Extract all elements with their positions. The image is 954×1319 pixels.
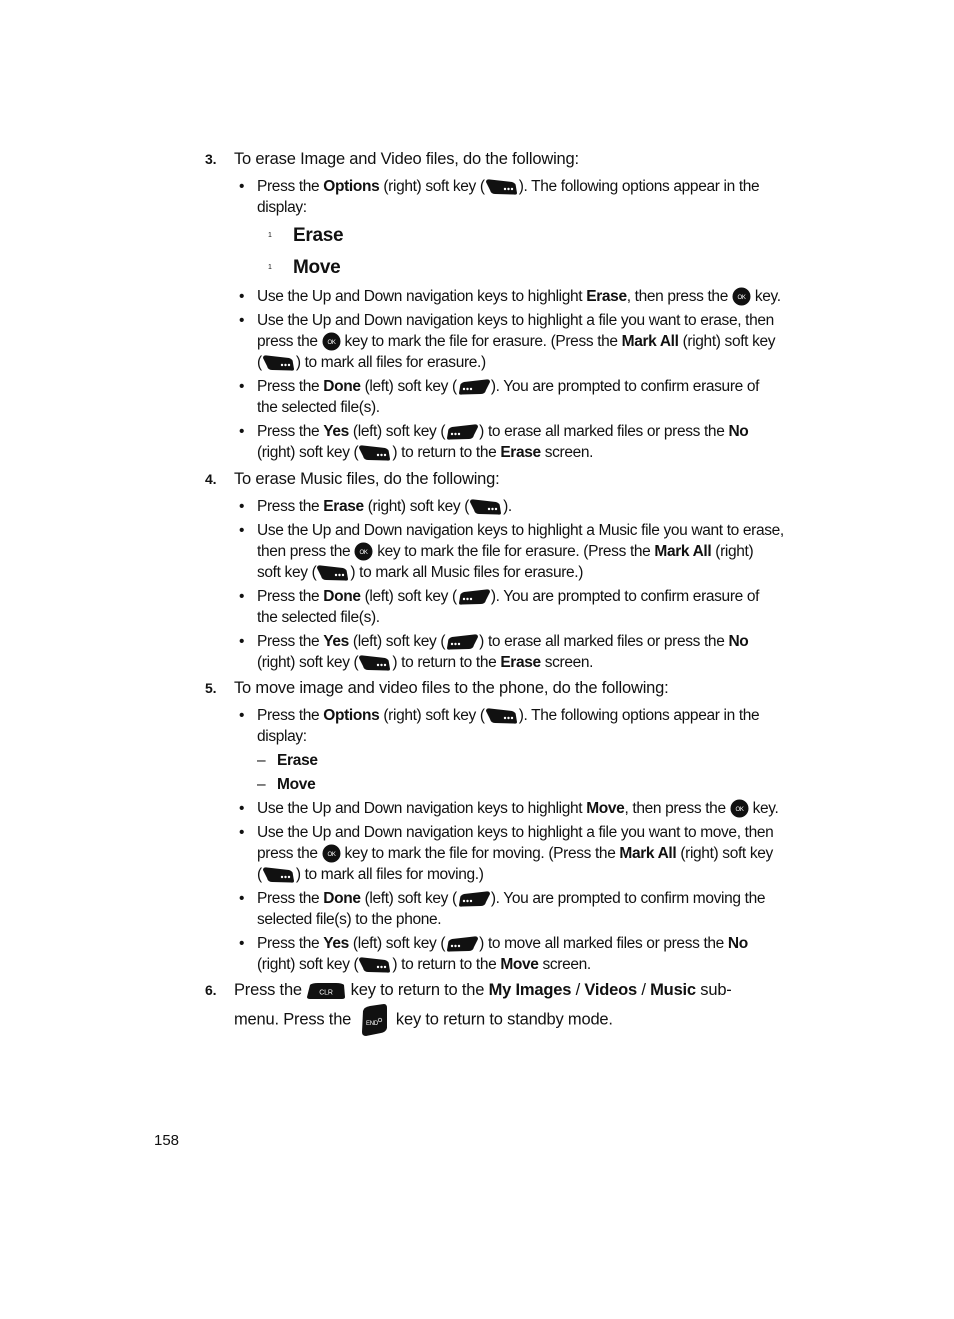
right-softkey-icon — [358, 654, 392, 672]
clr-key-icon — [306, 982, 346, 1000]
right-softkey-icon — [485, 178, 519, 196]
step-number: 3. — [205, 151, 217, 167]
bullet-text: Use the Up and Down navigation keys to highlight a file you want to move, then press the key to mark the file for moving. (Press the Mark All (right) soft key ( ) to mark all files for moving.) — [257, 824, 774, 883]
bullet-text: Use the Up and Down navigation keys to highlight a file you want to erase, then press the key to mark the file for erasure. (Press the Mark All (right) soft key ( ) to mark all files for erasure.) — [257, 312, 776, 371]
right-softkey-icon — [469, 498, 503, 516]
step-text: To erase Music files, do the following: — [234, 470, 500, 488]
option-erase: 1 Erase — [268, 225, 344, 247]
ok-key-icon — [732, 287, 751, 306]
right-softkey-icon — [358, 956, 392, 974]
bullet-text: Use the Up and Down navigation keys to highlight Erase, then press the key. — [257, 288, 781, 305]
bullet-text: Use the Up and Down navigation keys to highlight Move, then press the key. — [257, 800, 779, 817]
bullet-mark: • — [239, 178, 245, 195]
left-softkey-icon — [445, 423, 479, 441]
left-softkey-icon — [445, 935, 479, 953]
bullet-text: Press the Yes (left) soft key ( ) to erase all marked files or press the No (right) soft key ( ) to return to the Erase screen. — [257, 423, 749, 461]
option-move: 1 Move — [268, 257, 341, 279]
left-softkey-icon — [445, 633, 479, 651]
ok-key-icon — [322, 844, 341, 863]
right-softkey-icon — [316, 564, 350, 582]
bullet-text: Press the Erase (right) soft key ( ). — [257, 498, 512, 515]
right-softkey-icon — [262, 866, 296, 884]
bullet-text: Press the Options (right) soft key ( ). The following options appear in the display: — [257, 707, 760, 745]
ok-key-icon — [322, 332, 341, 351]
right-softkey-icon — [485, 707, 519, 725]
step-text: To move image and video files to the phone, do the following: — [234, 679, 669, 697]
page-number: 158 — [154, 1132, 180, 1149]
step-number: 4. — [205, 471, 217, 487]
bullet-text: Press the Yes (left) soft key ( ) to erase all marked files or press the No (right) soft key ( ) to return to the Erase screen. — [257, 633, 749, 671]
ok-key-icon — [730, 799, 749, 818]
bullet-text: Press the Options (right) soft key ( ). The following options appear in the display: — [257, 178, 760, 216]
step-6 — [205, 978, 775, 1048]
bullet-text: Use the Up and Down navigation keys to highlight a Music file you want to erase, then press the key to mark the file for erasure. (Press the Mark All (right) soft key ( ) to mark all Music files for erasure.) — [257, 522, 784, 581]
option-move: – Move — [257, 776, 316, 793]
right-softkey-icon — [262, 354, 296, 372]
left-softkey-icon — [457, 588, 491, 606]
bullet-text: Press the Done (left) soft key ( ). You are prompted to confirm erasure of the selected file(s). — [257, 378, 760, 416]
bullet-text: Press the Done (left) soft key ( ). You are prompted to confirm erasure of the selected file(s). — [257, 588, 760, 626]
bullet-text: Press the Done (left) soft key ( ). You are prompted to confirm moving the selected file(s) to the phone. — [257, 890, 766, 928]
bullet-text: Press the Yes (left) soft key ( ) to move all marked files or press the No (right) soft key ( ) to return to the Move screen. — [257, 935, 748, 973]
step-number: 6. — [205, 982, 217, 998]
left-softkey-icon — [457, 378, 491, 396]
option-erase: – Erase — [257, 752, 318, 769]
step-number: 5. — [205, 680, 217, 696]
ok-key-icon — [354, 542, 373, 561]
end-key-icon — [360, 1003, 388, 1037]
manual-page: 3. To erase Image and Video files, do the following: • Press the Options (right) soft key ( ). The following options appear in the display: 1 Erase 1 Move • Use the Up and Down navigation keys to highlight Erase, then press the key. • Use the Up and Down navigation keys to highlight a file you want to erase, then press the key to mark the file for erasure. (Press the Mark All (right) soft key ( ) to mark all files for erasure.) • Press the Done (left) soft key ( ). You are prompted to confirm erasure of the selected file(s). • Press the Yes (left) soft key ( ) to erase all marked files or press the No (right) soft key ( ) to return to the Erase screen. 4. To erase Music files, do the following: • Press the Erase (right) soft key ( ). • Use the Up and Down navigation keys to highlight a Music file you want to erase, then press the key to mark the file for erasure. (Press the Mark All (right) soft key ( ) to mark all Music files for erasure.) • Press the Done (left) soft key ( ). You are prompted to confirm erasure of the selected file(s). • Press the Yes (left) soft key ( ) to erase all marked files or press the No (right) soft key ( ) to return to the Erase screen. 5. To move image and video files to the phone, do the following: • Press the Options (right) soft key ( ). The following options appear in the display: – Erase – Move • Use the Up and Down navigation keys to highlight Move, then press the key. • Use the Up and Down navigation keys to highlight a file you want to move, then press the key to mark the file for moving. (Press the Mark All (right) soft key ( ) to mark all files for moving.) • Press the Done (left) soft key ( ). You are prompted to confirm moving the selected file(s) to the phone. • Press the Yes (left) soft key ( ) to move all marked files or press the No (right) soft key ( ) to return to the Move screen. 6. Press the key to return to the My Images / Videos / Music sub- menu. Press the key to return to standby mode. 158 — [0, 0, 954, 1319]
step-text: Press the key to return to the My Images / Videos / Music sub- menu. Press the key to return to standby mode. — [234, 978, 732, 1037]
right-softkey-icon — [358, 444, 392, 462]
left-softkey-icon — [457, 890, 491, 908]
step-text: To erase Image and Video files, do the following: — [234, 150, 579, 168]
